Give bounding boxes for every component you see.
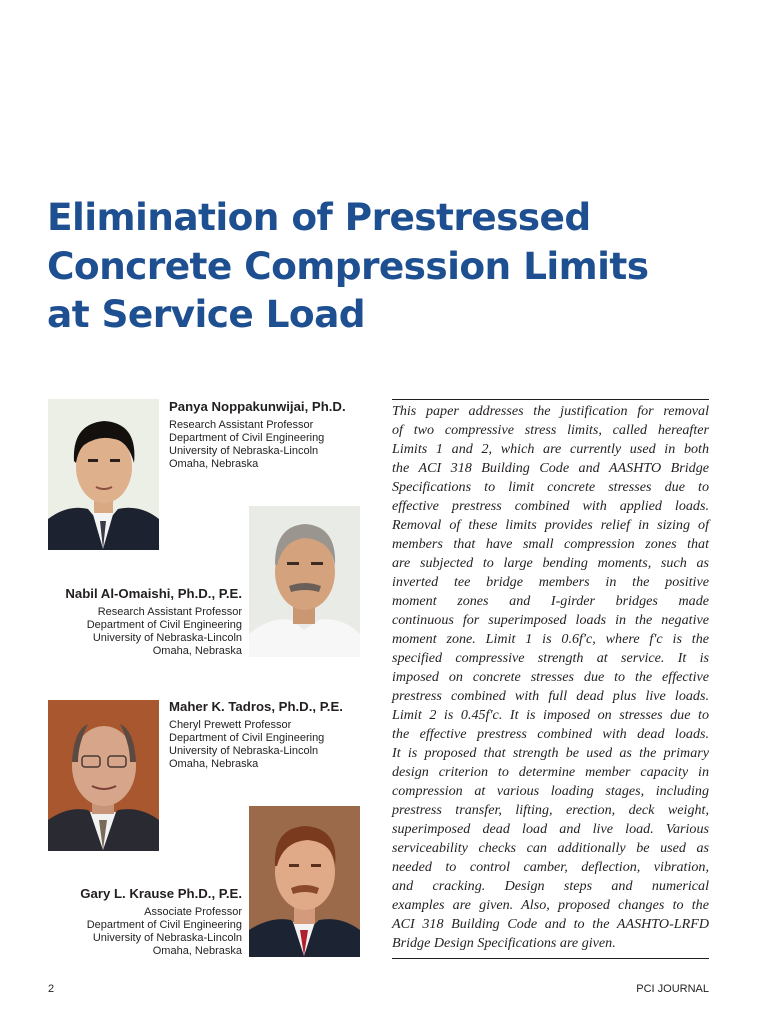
author-location: Omaha, Nebraska	[169, 458, 259, 470]
abstract-line: of two compressive stress limits, called hereafter	[392, 422, 709, 438]
author-photo-noppakunwijai	[48, 399, 159, 550]
abstract-line: members that have small compression zones that	[392, 536, 709, 552]
abstract-line: prestress transfer, lifting, erection, deck weight,	[392, 802, 709, 818]
author-title: Research Assistant Professor	[169, 419, 314, 431]
title-line-1: Elimination of Prestressed	[47, 195, 591, 239]
author-department: Department of Civil Engineering	[86, 919, 242, 931]
abstract-line: compression at various loading stages, including	[392, 783, 709, 799]
abstract-line: examples are given. Also, proposed changes to the	[392, 897, 709, 913]
abstract-line: specified compressive strength at service. It is	[392, 650, 709, 666]
abstract-line: Removal of these limits provides relief in sizing of	[392, 517, 709, 533]
author-location: Omaha, Nebraska	[152, 945, 242, 957]
author-department: Department of Civil Engineering	[169, 432, 325, 444]
author-university: University of Nebraska-Lincoln	[169, 445, 319, 457]
author-photo-tadros	[48, 700, 159, 851]
abstract-line: moment zones and I-girder bridges made	[392, 593, 709, 609]
author-department: Department of Civil Engineering	[86, 619, 242, 631]
abstract-line: imposed on concrete stresses due to the effective	[392, 669, 709, 685]
abstract-line: needed to control camber, deflection, vibration,	[392, 859, 709, 875]
author-department: Department of Civil Engineering	[169, 732, 325, 744]
title-line-3: at Service Load	[47, 292, 366, 336]
author-title: Research Assistant Professor	[97, 606, 242, 618]
abstract-line: serviceability checks can additionally be used as	[392, 840, 709, 856]
abstract-line: Bridge Design Specifications are given.	[392, 935, 616, 951]
abstract-line: This paper addresses the justification for removal	[392, 403, 709, 419]
abstract-line: superimposed dead load and live load. Various	[392, 821, 709, 837]
abstract-line: and cracking. Design steps and numerical	[392, 878, 709, 894]
abstract-line: continuous for superimposed loads in the negative	[392, 612, 709, 628]
author-name: Panya Noppakunwijai, Ph.D.	[169, 399, 346, 414]
abstract-line: are subjected to large bending moments, such as	[392, 555, 709, 571]
abstract-line: ACI 318 Building Code and to the AASHTO-LRFD	[392, 916, 709, 932]
journal-name: PCI JOURNAL	[636, 983, 709, 995]
abstract-top-rule	[392, 399, 709, 400]
abstract-line: Specifications to limit concrete stresses due to	[392, 479, 709, 495]
author-university: University of Nebraska-Lincoln	[169, 745, 319, 757]
author-university: University of Nebraska-Lincoln	[92, 932, 242, 944]
author-location: Omaha, Nebraska	[169, 758, 259, 770]
abstract-bottom-rule	[392, 958, 709, 959]
abstract	[392, 402, 709, 953]
abstract-line: Limit 2 is 0.45f′c. It is imposed on stresses due to	[392, 707, 709, 723]
page-number: 2	[48, 983, 55, 995]
abstract-line: Limits 1 and 2, which are currently used in both	[392, 441, 709, 457]
author-photo-krause	[249, 806, 360, 957]
article-title	[47, 193, 727, 339]
author-block-tadros	[169, 699, 343, 771]
abstract-line: moment zone. Limit 1 is 0.6f′c, where f′c is the	[392, 631, 709, 647]
abstract-line: effective prestress combined with applied loads.	[392, 498, 709, 514]
author-title: Associate Professor	[144, 906, 242, 918]
author-name: Maher K. Tadros, Ph.D., P.E.	[169, 699, 343, 714]
title-line-2: Concrete Compression Limits	[47, 243, 649, 288]
abstract-line: inverted tee bridge members in the positive	[392, 574, 709, 590]
author-block-al-omaishi	[65, 586, 242, 658]
author-name: Gary L. Krause Ph.D., P.E.	[80, 886, 242, 901]
author-block-krause	[80, 886, 242, 958]
author-photo-al-omaishi	[249, 506, 360, 657]
abstract-line: the ACI 318 Building Code and AASHTO Bridge	[392, 460, 709, 476]
author-location: Omaha, Nebraska	[152, 645, 242, 657]
abstract-line: design criterion to determine member capacity in	[392, 764, 709, 780]
abstract-line: It is proposed that strength be used as the primary	[392, 745, 709, 761]
author-title: Cheryl Prewett Professor	[169, 719, 292, 731]
abstract-line: the effective prestress combined with dead loads.	[392, 726, 709, 742]
author-university: University of Nebraska-Lincoln	[92, 632, 242, 644]
abstract-line: prestress combined with full dead plus live loads.	[392, 688, 709, 704]
author-name: Nabil Al-Omaishi, Ph.D., P.E.	[65, 586, 242, 601]
author-block-noppakunwijai	[169, 399, 346, 471]
